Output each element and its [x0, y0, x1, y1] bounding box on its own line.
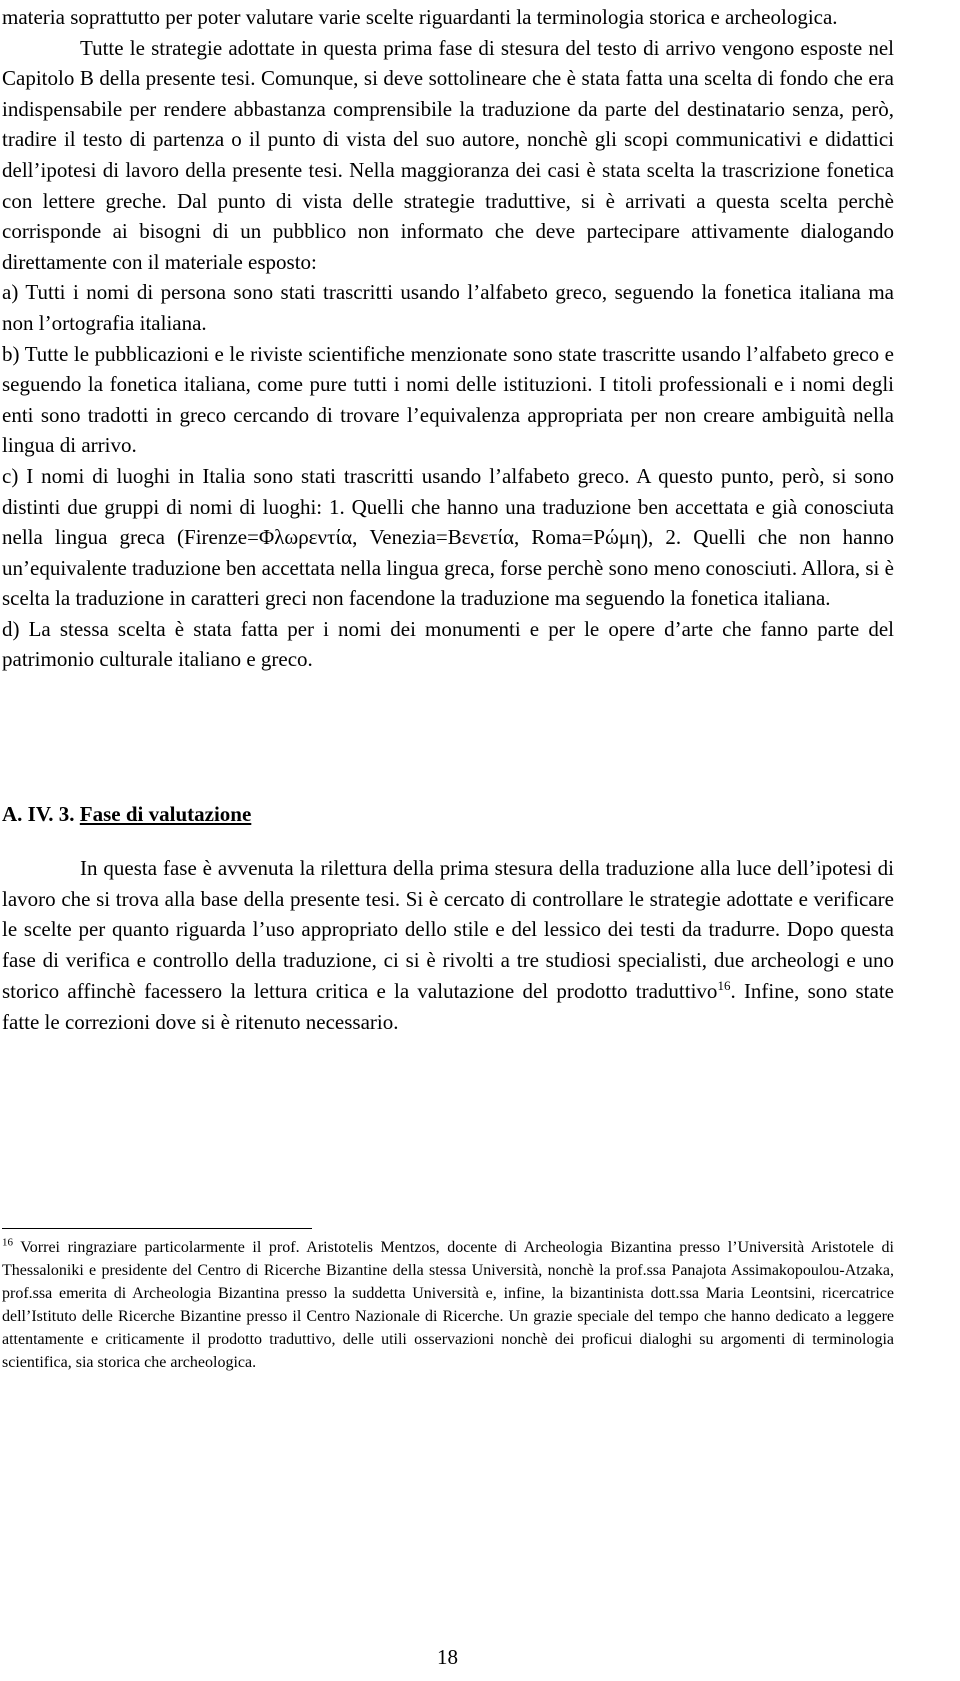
footnote-marker: 16: [2, 1236, 13, 1249]
page-number: 18: [437, 1645, 458, 1669]
list-item-b: b) Tutte le pubblicazioni e le riviste scientifiche menzionate sono state trascritte usando l’alfabeto greco e seguendo la fonetica italiana, come pure tutti i nomi delle istituzioni. I titoli professionali e i nomi degli enti sono tradotti in greco cercando di trovare l’equivalenza appropriata per non creare ambiguità nella lingua di arrivo.: [2, 341, 894, 458]
paragraph-strategies: Tutte le strategie adottate in questa prima fase di stesura del testo di arrivo vengono esposte nel Capitolo B della presente tesi. Comunque, si deve sottolineare che è stata fatta una scelta di fondo che era indispensabile per rendere abbastanza comprensibile la traduzione da parte del destinatario senza, però, tradire il testo di partenza o il punto di vista del suo autore, nonchè gli scopi communicativi e didattici dell’ipotesi di lavoro della presente tesi. Nella maggioranza dei casi è stata scelta la trascrizione fonetica con lettere greche. Dal punto di vista delle strategie traduttive, si è arrivati a questa scelta perchè corrisponde ai bisogni di un pubblico non informato che deve partecipare attivamente dialogando direttamente con il materiale esposto:: [2, 35, 894, 274]
section-paragraph-text-after: . Infine, sono state fatte le correzioni dove si è ritenuto necessario.: [2, 978, 894, 1034]
section-heading: [2, 799, 251, 829]
section-title: Fase di valutazione: [79, 802, 252, 826]
list-item-a: a) Tutti i nomi di persona sono stati trascritti usando l’alfabeto greco, seguendo la fonetica italiana ma non l’ortografia italiana.: [2, 280, 894, 335]
top-paragraph: [2, 2, 894, 675]
paragraph-continuation: materia soprattutto per poter valutare varie scelte riguardanti la terminologia storica e archeologica.: [2, 5, 838, 29]
list-item-c: c) I nomi di luoghi in Italia sono stati trascritti usando l’alfabeto greco. A questo punto, però, si sono distinti due gruppi di nomi di luoghi: 1. Quelli che hanno una traduzione ben accettata e già conosciuta nella lingua greca (Firenze=Φλωρεντία, Venezia=Βενετία, Roma=Ρώμη), 2. Quelli che non hanno un’equivalente traduzione ben accettata nella lingua greca, forse perchè sono meno conosciuti. Allora, si è scelta la traduzione in caratteri greci non facendone la traduzione ma seguendo la fonetica italiana.: [2, 463, 894, 611]
footnote-text: Vorrei ringraziare particolarmente il prof. Aristotelis Mentzos, docente di Archeologia Bizantina presso l’Università Aristotele di Thessaloniki e presidente del Centro di Ricerche Bizantine della stessa Università, nonchè la prof.ssa Panajota Assimakopoulou-Atzaka, prof.ssa emerita di Archeologia Bizantina presso la suddetta Università e, infine, la bizantinista dott.ssa Maria Leontsini, ricercatrice dell’Istituto delle Ricerche Bizantine presso il Centro Nazionale di Ricerche. Un grazie speciale del tempo che hanno dedicato a leggere attentamente e criticamente il prodotto traduttivo, delle utili osservazioni nonchè dei proficui dialoghi su argomenti di terminologia scientifica, sia storica che archeologica.: [2, 1239, 894, 1371]
section-paragraph: [2, 853, 894, 1037]
section-paragraph-text: In questa fase è avvenuta la rilettura della prima stesura della traduzione alla luce dell’ipotesi di lavoro che si trova alla base della presente tesi. Si è cercato di controllare le strategie adottate e verificare le scelte per quanto riguarda l’uso appropriato dello stile e del lessico dei testi da tradurre. Dopo questa fase di verifica e controllo della traduzione, ci si è rivolti a tre studiosi specialisti, due archeologi e uno storico affinchè facessero la lettura critica e la valutazione del prodotto traduttivo: [2, 856, 894, 1003]
footnote-reference[interactable]: 16: [717, 977, 731, 993]
footnote: [2, 1236, 894, 1374]
footnote-separator: [2, 1228, 312, 1229]
section-number: A. IV. 3.: [2, 802, 75, 826]
list-item-d: d) La stessa scelta è stata fatta per i nomi dei monumenti e per le opere d’arte che fanno parte del patrimonio culturale italiano e greco.: [2, 616, 894, 672]
